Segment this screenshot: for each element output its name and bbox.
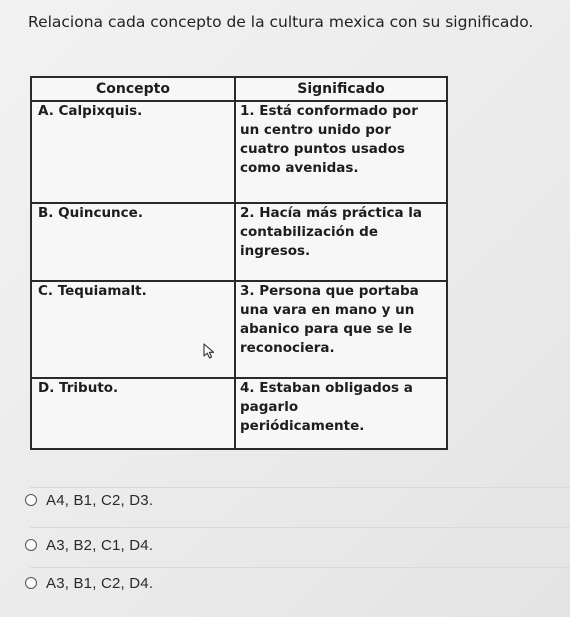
- option-label: A4, B1, C2, D3.: [46, 491, 154, 509]
- meaning-line: periódicamente.: [240, 418, 365, 434]
- table-row: [31, 378, 447, 449]
- meaning-line: cuatro puntos usados: [240, 141, 405, 157]
- meaning-line: pagarlo: [240, 399, 299, 415]
- answer-option-2[interactable]: [25, 535, 153, 555]
- table-row: [31, 281, 447, 378]
- meaning-line: abanico para que se le: [240, 321, 413, 337]
- concept-cell: D. Tributo.: [31, 378, 235, 449]
- concept-cell: B. Quincunce.: [31, 203, 235, 281]
- meaning-line: 3. Persona que portaba: [240, 283, 419, 299]
- table-row: [31, 203, 447, 281]
- meaning-line: una vara en mano y un: [240, 302, 415, 318]
- radio-button[interactable]: [25, 577, 37, 589]
- meaning-line: 4. Estaban obligados a: [240, 380, 413, 396]
- concept-cell: A. Calpixquis.: [31, 101, 235, 203]
- meaning-cell: [235, 101, 447, 203]
- meaning-cell: [235, 378, 447, 449]
- header-meaning: Significado: [235, 77, 447, 101]
- meaning-line: contabilización de: [240, 224, 378, 240]
- concept-meaning-table: [30, 76, 448, 450]
- meaning-line: un centro unido por: [240, 122, 391, 138]
- table-row: [31, 101, 447, 203]
- meaning-cell: [235, 281, 447, 378]
- concept-cell: C. Tequiamalt.: [31, 281, 235, 378]
- header-concept: Concepto: [31, 77, 235, 101]
- meaning-line: como avenidas.: [240, 160, 359, 176]
- option-divider: [30, 487, 570, 488]
- mouse-pointer-icon: [203, 343, 217, 359]
- radio-button[interactable]: [25, 539, 37, 551]
- meaning-line: ingresos.: [240, 243, 311, 259]
- meaning-cell: [235, 203, 447, 281]
- option-label: A3, B1, C2, D4.: [46, 574, 154, 592]
- radio-button[interactable]: [25, 494, 37, 506]
- meaning-line: 2. Hacía más práctica la: [240, 205, 423, 221]
- meaning-line: 1. Está conformado por: [240, 103, 418, 119]
- meaning-line: reconociera.: [240, 340, 335, 356]
- answer-option-3[interactable]: [25, 573, 153, 593]
- option-label: A3, B2, C1, D4.: [46, 536, 154, 554]
- option-divider: [30, 567, 570, 568]
- question-text: Relaciona cada concepto de la cultura mexica con su significado.: [28, 13, 534, 31]
- option-divider: [30, 527, 570, 528]
- table-header-row: [31, 77, 447, 101]
- answer-option-1[interactable]: [25, 490, 153, 510]
